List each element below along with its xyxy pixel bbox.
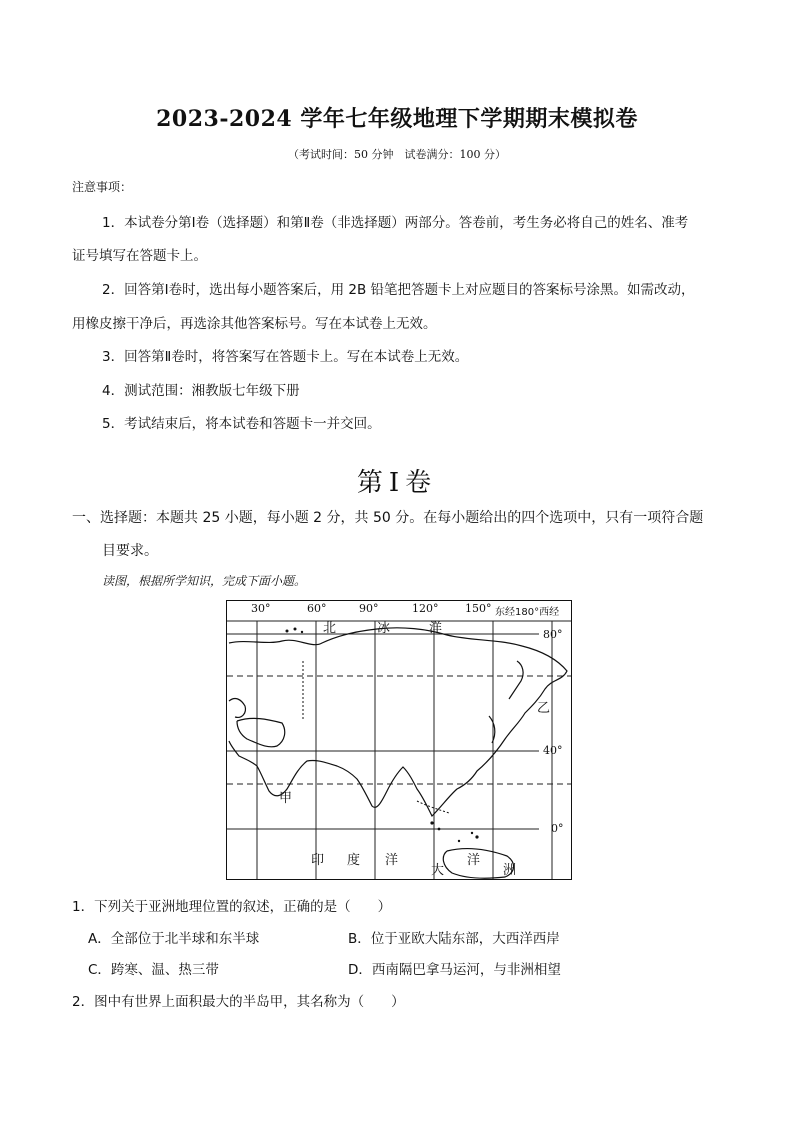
notice-line: 1．本试卷分第Ⅰ卷（选择题）和第Ⅱ卷（非选择题）两部分。答卷前，考生务必将自己的姓名、准考: [102, 215, 689, 231]
question-1-option-a: A．全部位于北半球和东半球: [88, 931, 260, 947]
lat-label: 40°: [543, 744, 563, 757]
question-1-option-c: C．跨寒、温、热三带: [88, 962, 219, 978]
arctic-ocean-label: 洋: [429, 621, 443, 636]
page-title: 2023-2024 学年七年级地理下学期期末模拟卷: [156, 106, 638, 132]
question-1-option-b: B．位于亚欧大陆东部，大西洋西岸: [348, 931, 560, 947]
indian-ocean-label: 印: [311, 853, 325, 868]
question-1-stem: 1．下列关于亚洲地理位置的叙述，正确的是（ ）: [72, 899, 392, 915]
question-1-option-d: D．西南隔巴拿马运河，与非洲相望: [348, 962, 561, 978]
notice-line: 4．测试范围：湘教版七年级下册: [102, 383, 300, 399]
lon-label: 60°: [307, 602, 327, 615]
lon-label: 150°: [465, 602, 492, 615]
notice-line: 用橡皮擦干净后，再选涂其他答案标号。写在本试卷上无效。: [72, 316, 437, 332]
section-instruction-cont: 目要求。: [102, 543, 158, 559]
part-one-title: 第Ⅰ卷: [356, 468, 438, 498]
lon-label: 30°: [251, 602, 271, 615]
asia-map: [226, 600, 572, 880]
section-instruction: 一、选择题：本题共 25 小题，每小题 2 分，共 50 分。在每小题给出的四个选项中，只有一项符合题: [72, 510, 704, 526]
notice-line: 3．回答第Ⅱ卷时，将答案写在答题卡上。写在本试卷上无效。: [102, 349, 469, 365]
oceania-label: 大: [431, 863, 445, 878]
arctic-ocean-label: 冰: [377, 621, 391, 636]
oceania-label: 洲: [503, 863, 517, 878]
lat-label: 80°: [543, 628, 563, 641]
label-yi: 乙: [537, 701, 551, 716]
question-2-stem: 2．图中有世界上面积最大的半岛甲，其名称为（ ）: [72, 994, 405, 1010]
exam-info: （考试时间：50 分钟 试卷满分：100 分）: [288, 148, 506, 161]
oceania-label: 洋: [467, 853, 481, 868]
indian-ocean-label: 度: [347, 853, 361, 868]
notice-line: 5．考试结束后，将本试卷和答题卡一并交回。: [102, 416, 381, 432]
notice-heading: 注意事项：: [72, 180, 133, 194]
lon-label: 120°: [412, 602, 439, 615]
lon-corner-label: 东经180°西经: [495, 607, 560, 618]
map-hint: 读图，根据所学知识，完成下面小题。: [102, 574, 307, 588]
notice-line: 证号填写在答题卡上。: [72, 248, 207, 264]
notice-line: 2．回答第Ⅰ卷时，选出每小题答案后，用 2B 铅笔把答题卡上对应题目的答案标号涂黑。如需改动，: [102, 282, 695, 298]
peninsula-jia-label: 甲: [279, 791, 293, 806]
lat-label: 0°: [551, 822, 564, 835]
arctic-ocean-label: 北: [323, 621, 337, 636]
lon-label: 90°: [359, 602, 379, 615]
indian-ocean-label: 洋: [385, 853, 399, 868]
